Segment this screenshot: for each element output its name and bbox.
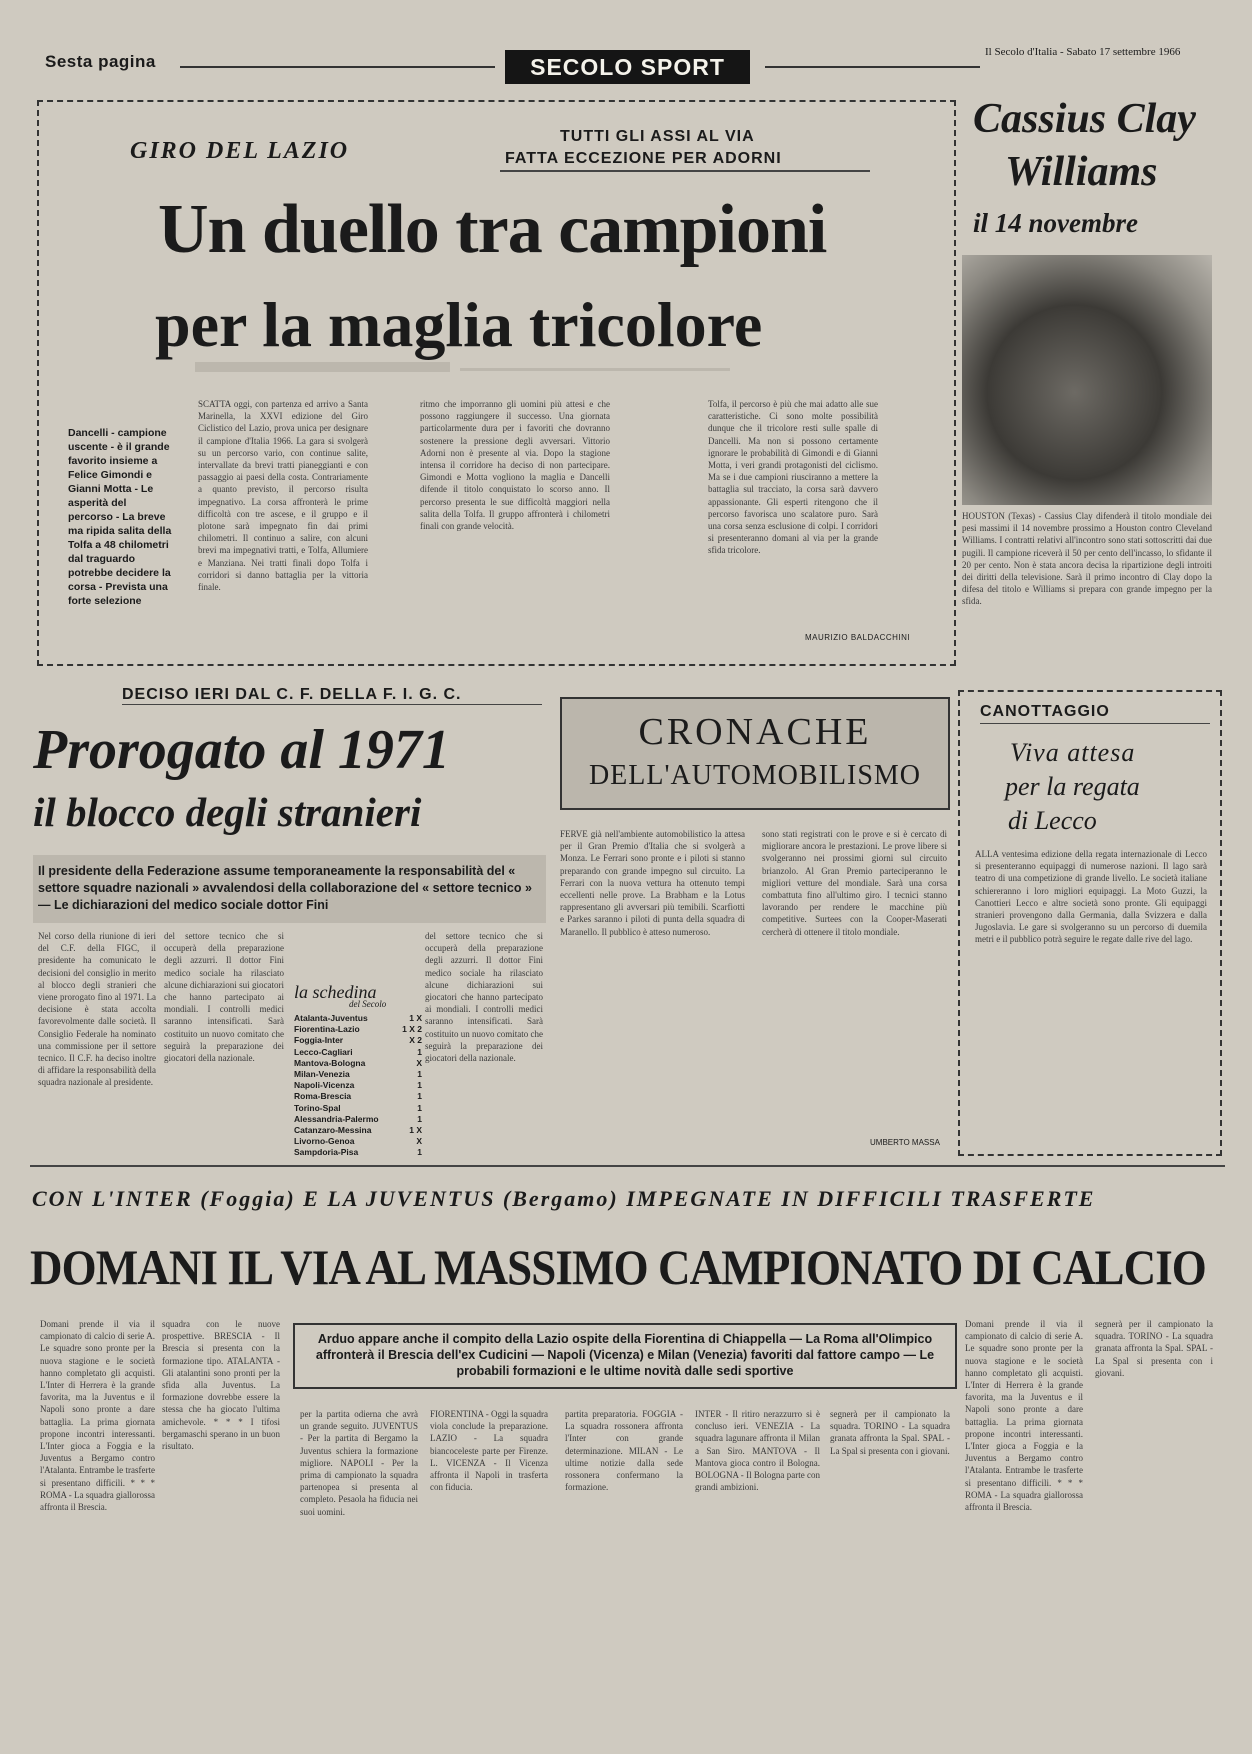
schedina-match: Fiorentina-Lazio xyxy=(294,1024,360,1035)
giro-overline-2: FATTA ECCEZIONE PER ADORNI xyxy=(505,150,782,167)
clay-headline-1: Cassius Clay xyxy=(973,96,1196,142)
calcio-body-col-5: partita preparatoria. FOGGIA - La squadra rossonera affronta l'Inter con grande determinazione. MILAN - Le ultime notizie dalla sede rossonera confermano la formazione. xyxy=(565,1409,683,1493)
calcio-body-col-7: segnerà per il campionato la squadra. TORINO - La squadra granata affronta la Spal. SPAL - La Spal si presenta con i giovani. xyxy=(830,1409,950,1456)
clay-photo xyxy=(962,255,1212,505)
canottaggio-kicker-rule xyxy=(980,723,1210,724)
schedina-match: Lecco-Cagliari xyxy=(294,1046,353,1057)
figc-body-col-1: Nel corso della riunione di ieri del C.F. della FIGC, il presidente ha comunicato le decisioni del consiglio in merito al blocco degli stranieri che viene prorogato fino al 1971. La decisione è stata accolta favorevolmente dalle società. Il Consiglio Federale ha nominato una commissione per il settore tecnico. Il C.F. ha deciso inoltre di affidare la responsabilità della squadra nazionale al presidente. xyxy=(38,931,156,1088)
calcio-deck: Arduo appare anche il compito della Lazio ospite della Fiorentina di Chiappella — La Roma all'Olimpico affronterà il Brescia dell'ex Cudicini — Napoli (Vicenza) e Milan (Venezia) favoriti dal fattore campo — Le probabili formazioni e le ultime novità dalle sedi sportive xyxy=(315,1332,935,1378)
schedina-row xyxy=(294,1035,422,1046)
section-title: SECOLO SPORT xyxy=(505,50,750,84)
giro-body-col-3: Tolfa, il percorso è più che mai adatto alle sue caratteristiche. Ci sono molte possibilità dunque che il tricolore resti sulle spalle di Dancelli. Ma non si possono certamente ignorare le probabilità di Gimondi e di Gianni Motta, i veri grandi protagonisti del ciclismo. Ma se i due campioni riusciranno a mettere la battaglia sul tracciato, la corsa sarà davvero appassionante. Gli esperti ritengono che il percorso favorisca uno scalatore puro. Sarà una corsa senza esclusione di colpi. I corridori si presenteranno domani al via per la grande sfida tricolore. xyxy=(708,399,878,556)
giro-sidebar: Dancelli - campione uscente - è il grande favorito insieme a Felice Gimondi e Gianni Motta - Le asperità del percorso - La breve ma ripida salita della Tolfa a 48 chilometri dal traguardo potrebbe decidere la corsa - Prevista una forte selezione xyxy=(68,427,172,607)
schedina-pick: 1 xyxy=(417,1147,422,1158)
schedina-row xyxy=(294,1024,422,1035)
figc-body-col-2: del settore tecnico che si occuperà della preparazione degli azzurri. Il dottor Fini medico sociale ha rilasciato alcune dichiarazioni sui giocatori che hanno partecipato ai mondiali. I controlli medici saranno intensificati. Sarà costituito un nuovo comitato che seguirà la preparazione dei giocatori della nazionale. xyxy=(164,931,284,1064)
auto-headline-1: CRONACHE xyxy=(638,711,872,753)
date-line: Il Secolo d'Italia - Sabato 17 settembre 1966 xyxy=(985,46,1181,58)
giro-overline-rule xyxy=(500,170,870,172)
schedina-pick: 1 X 2 xyxy=(402,1024,422,1035)
header-rule-left xyxy=(180,66,495,68)
clay-caption: HOUSTON (Texas) - Cassius Clay difenderà il titolo mondiale dei pesi massimi il 14 novembre prossimo a Houston contro Cleveland Williams. I contratti relativi all'incontro sono stati sottoscritti dai due pugili. Il campione riceverà il 50 per cento dell'incasso, lo sfidante il 20 per cento. Non è stata ancora decisa la ripartizione degli introiti dei diritti della televisione. Sarà il primo incontro di Clay dopo la difesa del titolo e Williams si prepara con grande impegno per la sfida. xyxy=(962,511,1212,607)
canottaggio-headline-2: per la regata xyxy=(1005,772,1140,801)
schedina-row xyxy=(294,1136,422,1147)
schedina-match: Livorno-Genoa xyxy=(294,1136,355,1147)
schedina-pick: 1 xyxy=(417,1102,422,1113)
calcio-body-col-4: FIORENTINA - Oggi la squadra viola conclude la preparazione. LAZIO - La squadra biancoceleste parte per Firenze. L. VICENZA - Il Vicenza affronta il Napoli in trasferta con fiducia. xyxy=(430,1409,548,1493)
figc-kicker-rule xyxy=(122,704,542,705)
giro-body-col-2: ritmo che imporranno gli uomini più attesi e che possono raggiungere il successo. Una giornata particolarmente dura per i favoriti che dovranno sostenere la pressione degli avversari. Vittorio Adorni non è presente al via. Dopo la stagione intensa il corridore ha deciso di non partecipare. Gimondi e Motta vogliono la maglia e Dancelli difende il titolo conquistato lo scorso anno. Il percorso presenta le sue difficoltà maggiori nella salita della Tolfa. Il gruppo affronterà i chilometri finali con grande velocità. xyxy=(420,399,610,532)
calcio-body-col-6: INTER - Il ritiro nerazzurro si è concluso ieri. VENEZIA - La squadra lagunare affronta il Milan a San Siro. MANTOVA - Il Mantova gioca contro il Bologna. BOLOGNA - Il Bologna parte con grandi ambizioni. xyxy=(695,1409,820,1493)
giro-headline-underline-2 xyxy=(460,368,730,371)
schedina-title: la schedina xyxy=(294,982,377,1002)
canottaggio-body: ALLA ventesima edizione della regata internazionale di Lecco si presenteranno equipaggi di numerose nazioni. Il lago sarà teatro di una competizione di grande livello. Le società italiane schiereranno i loro migliori equipaggi. La Moto Guzzi, la Canottieri Lecco e altre società sono pronte. Gli equipaggi stranieri provengono dalla Germania, dalla Svizzera e dalla Jugoslavia. Le gare si svolgeranno su un percorso di duemila metri e il pubblico potrà seguire le regate dalle rive del lago. xyxy=(975,849,1207,945)
schedina-row xyxy=(294,1091,422,1102)
calcio-body-col-9: segnerà per il campionato la squadra. TORINO - La squadra granata affronta la Spal. SPAL - La Spal si presenta con i giovani. xyxy=(1095,1319,1213,1378)
schedina-match: Catanzaro-Messina xyxy=(294,1125,372,1136)
schedina-row xyxy=(294,1147,422,1158)
schedina-row xyxy=(294,1125,422,1136)
canottaggio-headline-3: di Lecco xyxy=(1008,806,1097,835)
giro-headline-1: Un duello tra campioni xyxy=(158,191,827,268)
clay-subhead: il 14 novembre xyxy=(973,208,1138,238)
auto-body-col-2: sono stati registrati con le prove e si è cercato di migliorare ancora le prestazioni. Le prove libere si svolgeranno nei prossimi giorni sul circuito brianzolo. Al Gran Premio parteciperanno le migliori vetture del mondiale. Sarà una corsa combattuta fino all'ultimo giro. I tecnici stanno lavorando per rendere le macchine più competitive. Surtees con la Cooper-Maserati cercherà di ottenere il titolo mondiale. xyxy=(762,829,947,937)
canottaggio-headline-1: Viva attesa xyxy=(1010,738,1136,767)
schedina-match: Mantova-Bologna xyxy=(294,1057,366,1068)
schedina-pick: X 2 xyxy=(409,1035,422,1046)
schedina-box xyxy=(294,982,422,1158)
clay-headline-2: Williams xyxy=(1005,149,1158,195)
schedina-pick: 1 xyxy=(417,1091,422,1102)
schedina-match: Torino-Spal xyxy=(294,1102,341,1113)
giro-body-col-1: SCATTA oggi, con partenza ed arrivo a Santa Marinella, la XXVI edizione del Giro Ciclistico del Lazio, prova unica per designare il campione d'Italia 1966. La gara si svolgerà su un percorso vario, con continue salite, intervallate da brevi tratti pianeggianti e con passaggio ai paesi della costa. Contrariamente a quanto previsto, il percorso risulta impegnativo. La corsa affronterà le prime difficoltà con tre ascese, e il gruppo e il plotone sarà impegnato fin dai primi chilometri. Il continuo a salire, con alcuni brevi ma impegnativi tratti, e Tolfa, Allumiere e Manziana. Nei tratti finali dopo Tolfa i corridori si danno battaglia per la vittoria finale. xyxy=(198,399,368,593)
schedina-match: Milan-Venezia xyxy=(294,1069,350,1080)
giro-overline-1: TUTTI GLI ASSI AL VIA xyxy=(560,128,755,145)
schedina-pick: 1 X xyxy=(409,1125,422,1136)
calcio-body-col-3: per la partita odierna che avrà un grande seguito. JUVENTUS - Per la partita di Bergamo la Juventus schiera la formazione migliore. NAPOLI - Per la prima di campionato la squadra partenopea si presenta al completo. Pesaola ha fiducia nei suoi uomini. xyxy=(300,1409,418,1517)
schedina-match: Alessandria-Palermo xyxy=(294,1113,379,1124)
schedina-match: Foggia-Inter xyxy=(294,1035,344,1046)
schedina-pick: 1 xyxy=(417,1080,422,1091)
giro-headline-2: per la maglia tricolore xyxy=(155,289,763,360)
schedina-pick: 1 xyxy=(417,1113,422,1124)
auto-headline-2: DELL'AUTOMOBILISMO xyxy=(588,760,922,791)
figc-deck: Il presidente della Federazione assume temporaneamente la responsabilità del « settore squadre nazionali » avvalendosi della collaborazione del « settore tecnico » — Le dichiarazioni del medico sociale dottor Fini xyxy=(38,864,532,912)
page-label: Sesta pagina xyxy=(45,52,156,71)
giro-byline: MAURIZIO BALDACCHINI xyxy=(805,633,911,642)
schedina-row xyxy=(294,1047,422,1058)
auto-body-col-1: FERVE già nell'ambiente automobilistico la attesa per il Gran Premio d'Italia che si svolgerà a Monza. Le Ferrari sono pronte e i piloti si stanno preparando con grande impegno sul circuito. La Ferrari con la nuova vettura ha ottenuto tempi eccellenti nelle prove. La Brabham e la Lotus rappresentano gli avversari più temibili. Scarfiotti e Parkes saranno i piloti di punta della squadra di Maranello. Il pubblico è atteso numeroso. xyxy=(560,829,745,937)
canottaggio-kicker: CANOTTAGGIO xyxy=(980,703,1110,720)
schedina-pick: 1 X xyxy=(409,1013,422,1023)
schedina-pick: X xyxy=(416,1057,422,1068)
calcio-rule-top xyxy=(30,1165,1225,1167)
schedina-match: Napoli-Vicenza xyxy=(294,1080,355,1091)
calcio-headline: DOMANI IL VIA AL MASSIMO CAMPIONATO DI CALCIO xyxy=(30,1239,1206,1295)
giro-headline-underline xyxy=(195,362,450,372)
schedina-match: Sampdoria-Pisa xyxy=(294,1147,359,1158)
schedina-pick: 1 xyxy=(417,1046,422,1057)
calcio-body-col-8: Domani prende il via il campionato di calcio di serie A. Le squadre sono pronte per la nuova stagione e le società hanno completato gli acquisti. L'Inter di Herrera è la grande favorita, ma la Juventus e il Napoli sono pronte a dare battaglia. La prima giornata propone incontri interessanti. L'Inter gioca a Foggia e la Juventus a Bergamo contro l'Atalanta. Entrambe le trasferte si presentano difficili. * * * ROMA - La squadra giallorossa affronta il Brescia. xyxy=(965,1319,1083,1513)
schedina-pick: X xyxy=(416,1136,422,1147)
schedina-row xyxy=(294,1069,422,1080)
schedina-subtitle: del Secolo xyxy=(349,999,387,1009)
calcio-body-col-1: Domani prende il via il campionato di calcio di serie A. Le squadre sono pronte per la nuova stagione e le società hanno completato gli acquisti. L'Inter di Herrera è la grande favorita, ma la Juventus e il Napoli sono pronte a dare battaglia. La prima giornata propone incontri interessanti. L'Inter gioca a Foggia e la Juventus a Bergamo contro l'Atalanta. Entrambe le trasferte si presentano difficili. * * * ROMA - La squadra giallorossa affronta il Brescia. xyxy=(40,1319,155,1513)
schedina-row xyxy=(294,1114,422,1125)
schedina-pick: 1 xyxy=(417,1069,422,1080)
figc-kicker: DECISO IERI DAL C. F. DELLA F. I. G. C. xyxy=(122,686,462,703)
giro-kicker: GIRO DEL LAZIO xyxy=(130,138,350,164)
schedina-match: Roma-Brescia xyxy=(294,1091,352,1102)
figc-headline-1: Prorogato al 1971 xyxy=(33,719,450,781)
schedina-row xyxy=(294,1013,422,1024)
schedina-match: Atalanta-Juventus xyxy=(294,1013,368,1023)
auto-byline: UMBERTO MASSA xyxy=(870,1138,940,1147)
schedina-row xyxy=(294,1080,422,1091)
schedina-row xyxy=(294,1103,422,1114)
calcio-overline: CON L'INTER (Foggia) E LA JUVENTUS (Bergamo) IMPEGNATE IN DIFFICILI TRASFERTE xyxy=(32,1186,1096,1211)
figc-headline-2: il blocco degli stranieri xyxy=(33,789,422,835)
figc-body-col-3: del settore tecnico che si occuperà della preparazione degli azzurri. Il dottor Fini medico sociale ha rilasciato alcune dichiarazioni sui giocatori che hanno partecipato ai mondiali. I controlli medici saranno intensificati. Sarà costituito un nuovo comitato che seguirà la preparazione dei giocatori della nazionale. xyxy=(425,931,543,1064)
header-rule-right xyxy=(765,66,980,68)
schedina-row xyxy=(294,1058,422,1069)
calcio-body-col-2: squadra con le nuove prospettive. BRESCIA - Il Brescia si presenta con la formazione tipo. ATALANTA - Gli atalantini sono pronti per la sfida alla Juventus. La formazione dovrebbe essere la stessa che ha giocato l'ultima amichevole. * * * I tifosi bergamaschi sperano in un buon risultato. xyxy=(162,1319,280,1452)
